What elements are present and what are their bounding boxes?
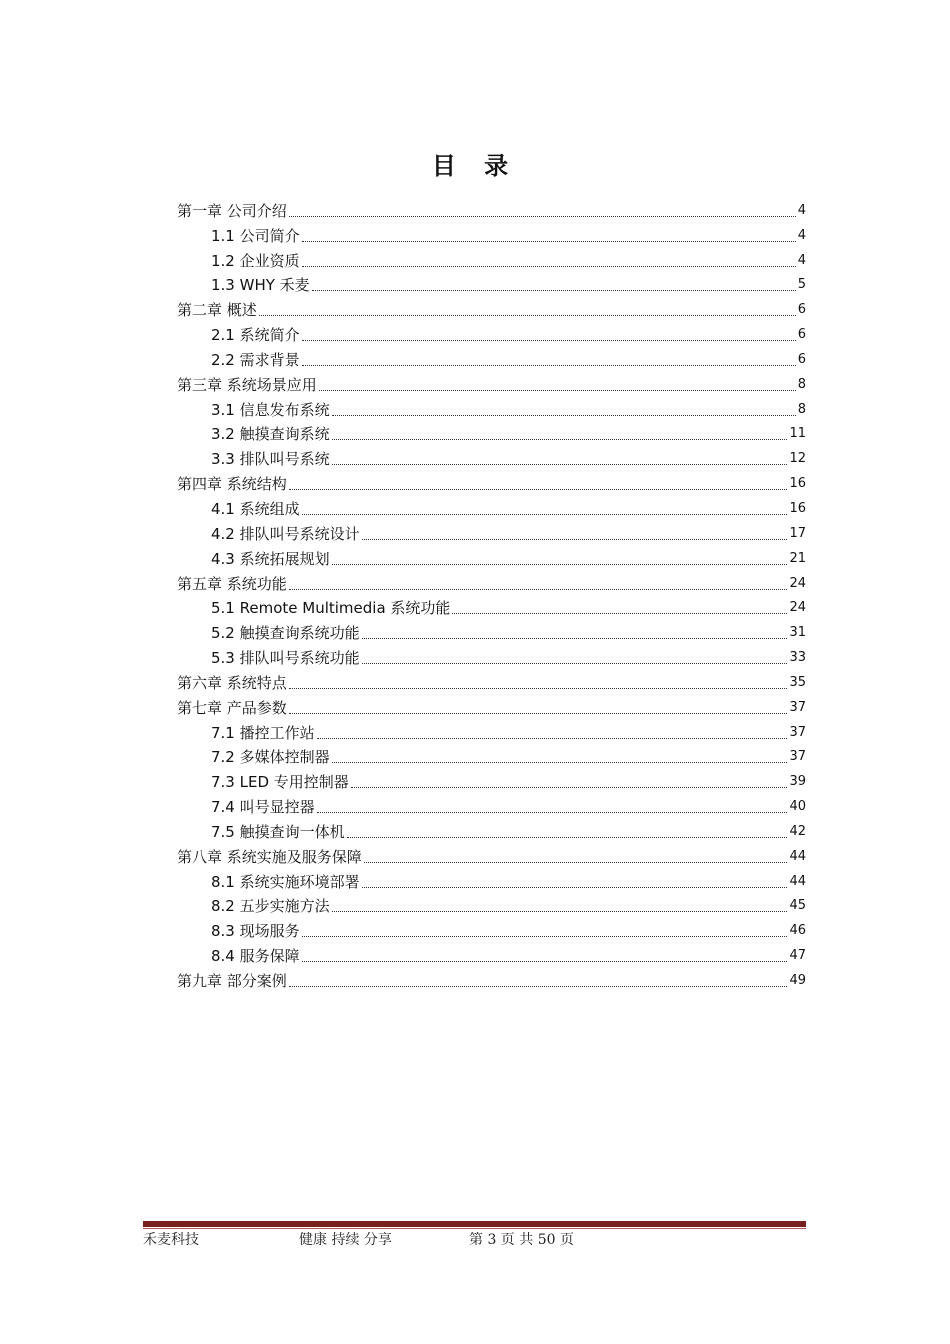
- toc-leader-dots: [302, 960, 788, 962]
- toc-entry-page: 49: [789, 973, 806, 988]
- toc-entry-page: 35: [789, 674, 806, 690]
- toc-entry-page: 37: [789, 749, 806, 765]
- toc-entry-label: 5.3 排队叫号系统功能: [211, 649, 360, 668]
- toc-entry-label: 7.4 叫号显控器: [211, 798, 315, 817]
- toc-entry[interactable]: [177, 295, 806, 320]
- toc-entry[interactable]: [177, 643, 806, 668]
- toc-entry-label: 2.2 需求背景: [211, 350, 300, 369]
- toc-entry-label: 4.3 系统拓展规划: [211, 549, 330, 568]
- toc-entry-page: 6: [797, 351, 806, 367]
- toc-entry[interactable]: [177, 246, 806, 271]
- toc-leader-dots: [302, 513, 788, 515]
- toc-entry[interactable]: [177, 966, 806, 991]
- toc-entry-label: 4.1 系统组成: [211, 499, 300, 518]
- toc-leader-dots: [332, 414, 796, 416]
- toc-entry[interactable]: [177, 618, 806, 643]
- toc-entry-label: 7.3 LED 专用控制器: [211, 773, 349, 792]
- toc-entry[interactable]: [177, 320, 806, 345]
- footer-rule: [143, 1221, 806, 1227]
- toc-entry-label: 8.1 系统实施环境部署: [211, 872, 360, 891]
- toc-entry-label: 1.1 公司简介: [211, 226, 300, 245]
- toc-entry-label: 3.1 信息发布系统: [211, 400, 330, 419]
- toc-entry[interactable]: [177, 594, 806, 619]
- toc-entry[interactable]: [177, 792, 806, 817]
- toc-entry-label: 3.3 排队叫号系统: [211, 450, 330, 469]
- toc-entry-page: 8: [797, 376, 806, 392]
- toc-entry[interactable]: [177, 867, 806, 892]
- toc-entry-label: 第四章 系统结构: [177, 475, 287, 494]
- toc-leader-dots: [302, 240, 796, 242]
- toc-entry-page: 46: [789, 923, 806, 939]
- toc-leader-dots: [302, 935, 788, 937]
- toc-entry-label: 1.3 WHY 禾麦: [211, 276, 310, 295]
- footer-slogan: 健康 持续 分享: [299, 1232, 392, 1248]
- table-of-contents: [177, 196, 806, 991]
- toc-entry[interactable]: [177, 916, 806, 941]
- toc-leader-dots: [362, 637, 788, 639]
- toc-entry-label: 7.5 触摸查询一体机: [211, 822, 345, 841]
- toc-entry-label: 8.2 五步实施方法: [211, 897, 330, 916]
- toc-entry-page: 8: [797, 401, 806, 417]
- toc-leader-dots: [364, 861, 788, 863]
- toc-entry-page: 37: [789, 699, 806, 715]
- toc-leader-dots: [362, 886, 788, 888]
- toc-entry-label: 第六章 系统特点: [177, 673, 287, 692]
- toc-entry-page: 24: [789, 600, 806, 616]
- toc-entry-page: 47: [789, 948, 806, 964]
- toc-leader-dots: [289, 588, 788, 590]
- toc-entry-page: 39: [789, 774, 806, 790]
- toc-entry-label: 第五章 系统功能: [177, 574, 287, 593]
- toc-entry-label: 第二章 概述: [177, 301, 257, 320]
- toc-entry[interactable]: [177, 718, 806, 743]
- toc-entry-label: 第一章 公司介绍: [177, 201, 287, 220]
- toc-entry[interactable]: [177, 668, 806, 693]
- toc-entry[interactable]: [177, 892, 806, 917]
- toc-entry-label: 第七章 产品参数: [177, 698, 287, 717]
- toc-entry-label: 4.2 排队叫号系统设计: [211, 524, 360, 543]
- toc-entry-page: 11: [789, 426, 806, 442]
- toc-entry-page: 40: [789, 799, 806, 815]
- toc-entry-page: 33: [789, 650, 806, 666]
- toc-entry[interactable]: [177, 842, 806, 867]
- toc-leader-dots: [347, 836, 788, 838]
- toc-leader-dots: [332, 761, 788, 763]
- toc-entry-page: 21: [789, 550, 806, 566]
- toc-leader-dots: [289, 488, 788, 490]
- toc-entry[interactable]: [177, 544, 806, 569]
- toc-entry-page: 24: [789, 575, 806, 591]
- toc-entry-page: 44: [789, 848, 806, 864]
- toc-leader-dots: [351, 786, 788, 788]
- toc-entry[interactable]: [177, 569, 806, 594]
- toc-leader-dots: [259, 314, 796, 316]
- toc-entry-page: 37: [789, 724, 806, 740]
- toc-entry-label: 8.4 服务保障: [211, 947, 300, 966]
- toc-entry[interactable]: [177, 196, 806, 221]
- toc-leader-dots: [302, 265, 796, 267]
- toc-entry[interactable]: [177, 743, 806, 768]
- toc-leader-dots: [302, 364, 796, 366]
- toc-leader-dots: [362, 538, 788, 540]
- toc-leader-dots: [317, 737, 788, 739]
- toc-entry[interactable]: [177, 494, 806, 519]
- footer-page-info: 第 3 页 共 50 页: [469, 1232, 574, 1248]
- footer-rule-thin: [143, 1228, 806, 1229]
- toc-entry-page: 17: [789, 525, 806, 541]
- toc-leader-dots: [332, 438, 788, 440]
- toc-entry-label: 3.2 触摸查询系统: [211, 425, 330, 444]
- toc-entry[interactable]: [177, 271, 806, 296]
- toc-entry[interactable]: [177, 444, 806, 469]
- toc-leader-dots: [312, 289, 796, 291]
- toc-leader-dots: [332, 563, 788, 565]
- toc-leader-dots: [289, 215, 796, 217]
- toc-entry-page: 4: [797, 202, 806, 218]
- toc-entry-page: 4: [797, 252, 806, 268]
- toc-entry-page: 6: [797, 302, 806, 318]
- toc-leader-dots: [289, 712, 788, 714]
- toc-entry[interactable]: [177, 941, 806, 966]
- toc-entry-page: 42: [789, 823, 806, 839]
- toc-entry[interactable]: [177, 395, 806, 420]
- toc-entry-page: 45: [789, 898, 806, 914]
- toc-entry-label: 7.1 播控工作站: [211, 723, 315, 742]
- toc-entry-label: 5.1 Remote Multimedia 系统功能: [211, 599, 451, 618]
- toc-entry-label: 第八章 系统实施及服务保障: [177, 847, 362, 866]
- toc-leader-dots: [362, 662, 788, 664]
- toc-entry-page: 44: [789, 873, 806, 889]
- toc-entry-label: 7.2 多媒体控制器: [211, 748, 330, 767]
- toc-leader-dots: [289, 687, 788, 689]
- page-title: 目 录: [431, 152, 519, 180]
- toc-entry[interactable]: [177, 345, 806, 370]
- footer-company: 禾麦科技: [143, 1232, 199, 1248]
- toc-entry[interactable]: [177, 817, 806, 842]
- toc-entry[interactable]: [177, 420, 806, 445]
- toc-entry-page: 31: [789, 625, 806, 641]
- toc-entry-page: 16: [789, 476, 806, 492]
- toc-entry[interactable]: [177, 767, 806, 792]
- toc-leader-dots: [317, 811, 788, 813]
- toc-leader-dots: [289, 985, 788, 987]
- toc-entry-page: 5: [797, 277, 806, 293]
- toc-leader-dots: [319, 389, 796, 391]
- toc-leader-dots: [452, 612, 787, 614]
- toc-entry[interactable]: [177, 469, 806, 494]
- toc-entry-page: 6: [797, 327, 806, 343]
- toc-entry-page: 16: [789, 500, 806, 516]
- toc-entry-page: 12: [789, 451, 806, 467]
- toc-entry[interactable]: [177, 370, 806, 395]
- toc-leader-dots: [332, 463, 788, 465]
- toc-leader-dots: [332, 910, 788, 912]
- toc-entry[interactable]: [177, 519, 806, 544]
- toc-entry-page: 4: [797, 227, 806, 243]
- toc-entry-label: 5.2 触摸查询系统功能: [211, 624, 360, 643]
- toc-entry-label: 1.2 企业资质: [211, 251, 300, 270]
- toc-entry[interactable]: [177, 221, 806, 246]
- toc-entry-label: 第三章 系统场景应用: [177, 375, 317, 394]
- toc-leader-dots: [302, 339, 796, 341]
- toc-entry-label: 8.3 现场服务: [211, 922, 300, 941]
- toc-entry-label: 第九章 部分案例: [177, 972, 287, 990]
- toc-entry[interactable]: [177, 693, 806, 718]
- toc-entry-label: 2.1 系统简介: [211, 326, 300, 345]
